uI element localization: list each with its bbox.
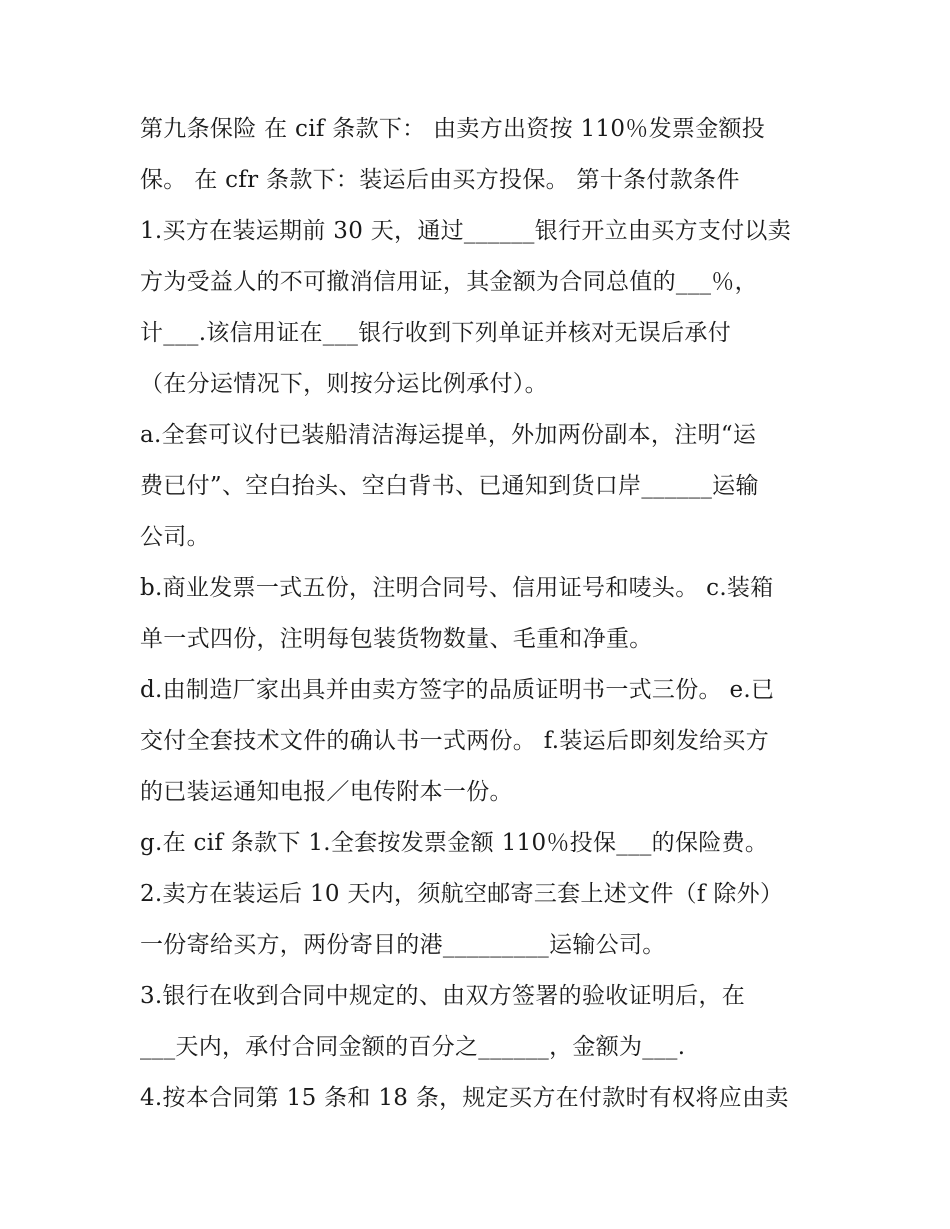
text-line: 交付全套技术文件的确认书一式两份。 f.装运后即刻发给买方: [140, 728, 770, 754]
text-line: ___天内，承付合同金额的百分之______，金额为___.: [140, 1034, 686, 1060]
contract-text: [140, 104, 820, 1124]
text-line: 第九条保险 在 cif 条款下： 由卖方出资按 110％发票金额投: [140, 116, 766, 142]
text-line: 公司。: [140, 524, 210, 550]
text-line: 2.卖方在装运后 10 天内，须航空邮寄三套上述文件（f 除外）: [140, 881, 784, 907]
text-line: （在分运情况下，则按分运比例承付）。: [140, 371, 548, 397]
text-line: 4.按本合同第 15 条和 18 条，规定买方在付款时有权将应由卖: [140, 1085, 789, 1111]
text-line: 计___.该信用证在___银行收到下列单证并核对无误后承付: [140, 320, 732, 346]
text-line: 3.银行在收到合同中规定的、由双方签署的验收证明后，在: [140, 983, 746, 1009]
text-line: d.由制造厂家出具并由卖方签字的品质证明书一式三份。 e.已: [140, 677, 775, 703]
text-line: 方为受益人的不可撤消信用证，其金额为合同总值的___％，: [140, 269, 758, 295]
text-line: 一份寄给买方，两份寄目的港_________运输公司。: [140, 932, 666, 958]
text-line: 1.买方在装运期前 30 天，通过______银行开立由买方支付以卖: [140, 218, 792, 244]
text-line: 费已付”、空白抬头、空白背书、已通知到货口岸______运输: [140, 473, 759, 499]
text-line: g.在 cif 条款下 1.全套按发票金额 110％投保___的保险费。: [140, 830, 769, 856]
text-line: b.商业发票一式五份，注明合同号、信用证号和唛头。 c.装箱: [140, 575, 774, 601]
text-line: a.全套可议付已装船清洁海运提单，外加两份副本，注明“运: [140, 422, 757, 448]
text-line: 的已装运通知电报／电传附本一份。: [140, 779, 513, 805]
text-line: 保。 在 cfr 条款下：装运后由买方投保。 第十条付款条件: [140, 167, 740, 193]
text-line: 单一式四份，注明每包装货物数量、毛重和净重。: [140, 626, 653, 652]
